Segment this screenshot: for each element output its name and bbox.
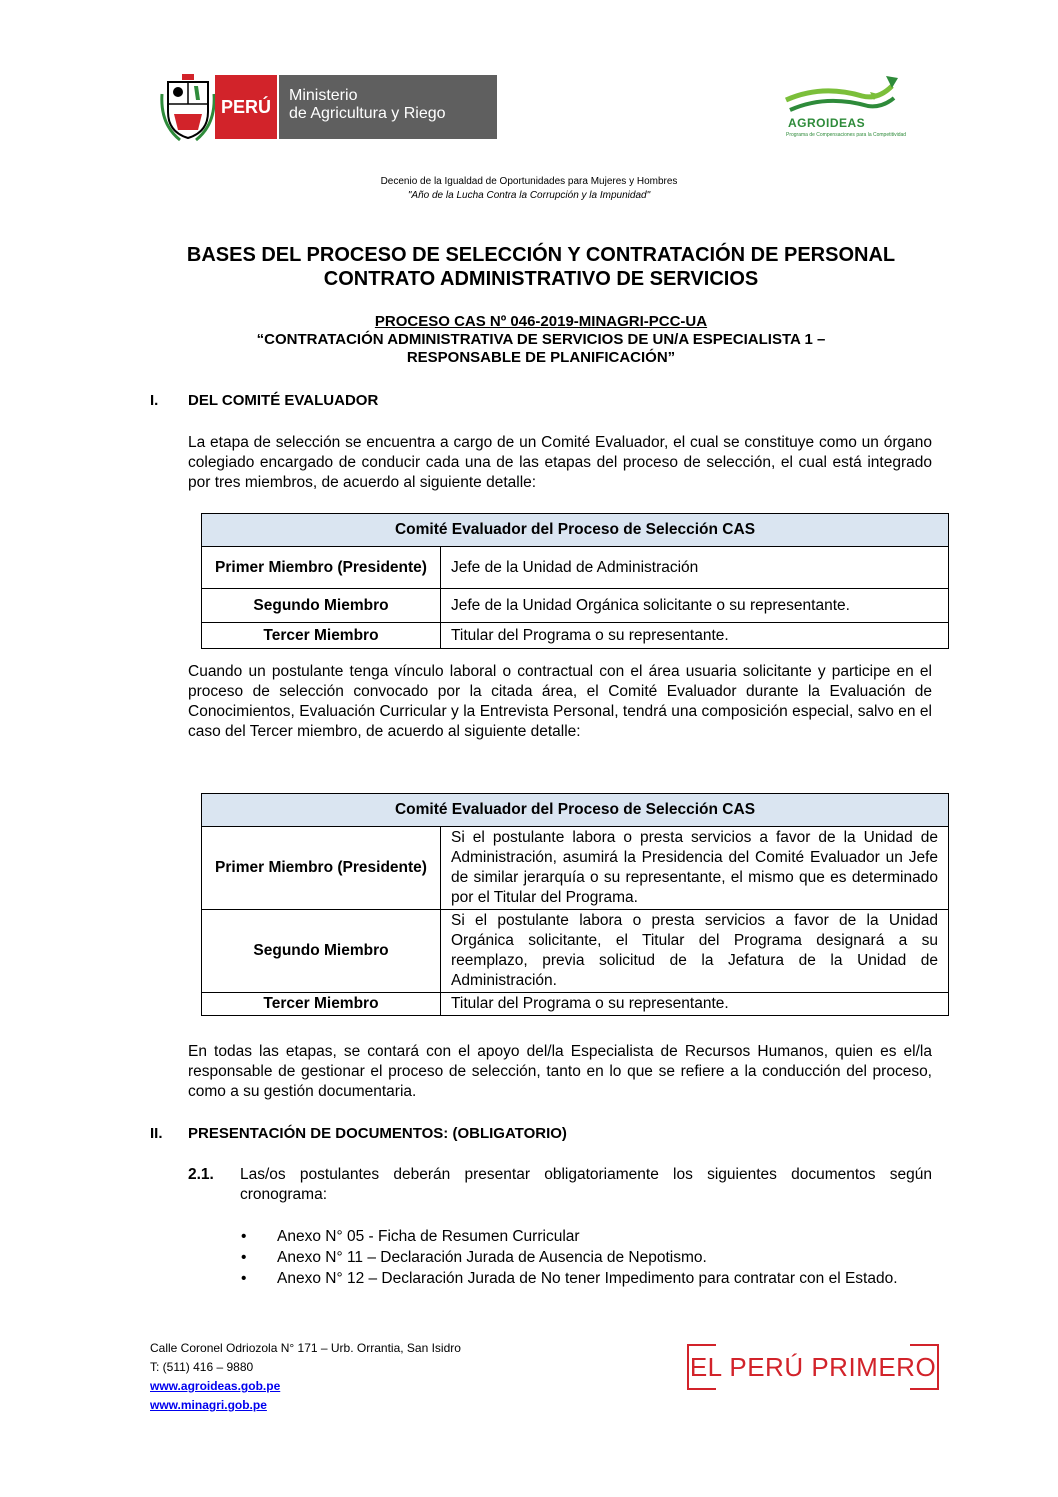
committee-table-1 [201, 513, 949, 649]
document-title [0, 243, 1058, 291]
committee-table-2 [201, 793, 949, 1016]
table-row [202, 910, 949, 993]
table-row [202, 623, 949, 649]
process-line-3: RESPONSABLE DE PLANIFICACIÓN” [406, 349, 676, 366]
section-1-heading [150, 392, 378, 409]
anio-text: "Año de la Lucha Contra la Corrupción y la Impunidad" [407, 190, 651, 201]
section-1-paragraph-3: En todas las etapas, se contará con el apoyo del/la Especialista de Recursos Humanos, quien es el/la responsable de gestionar el proceso de selección, tanto en lo que se refiere a la conducción del proceso, como a su gestión documentaria. [188, 1043, 932, 1100]
section-1-title: DEL COMITÉ EVALUADOR [188, 392, 379, 409]
title-line-1: BASES DEL PROCESO DE SELECCIÓN Y CONTRATACIÓN DE PERSONAL [186, 244, 896, 266]
section-1-paragraph-2: Cuando un postulante tenga vínculo laboral o contractual con el área usuaria solicitante y participe en el proceso de selección convocado por la citada área, el Comité Evaluador durante la Evaluación de Conocimientos, Evaluación Curricular y la Entrevista Personal, tendrá una composición especial, salvo en el caso del Tercer miembro, de acuerdo al siguiente detalle: [188, 663, 932, 740]
subsection-number: 2.1. [188, 1166, 214, 1183]
subsection-2-1 [188, 1165, 932, 1205]
el-peru-primero-logo [686, 1343, 940, 1391]
minagri-link[interactable]: www.minagri.gob.pe [150, 1398, 267, 1412]
subsection-text: Las/os postulantes deberán presentar obligatoriamente los siguientes documentos según cronograma: [240, 1166, 932, 1203]
table-desc: Jefe de la Unidad Orgánica solicitante o su representante. [441, 589, 949, 623]
agroideas-name: AGROIDEAS [788, 116, 866, 130]
decenio-text: Decenio de la Igualdad de Oportunidades para Mujeres y Hombres [380, 176, 678, 187]
list-item: • Anexo N° 12 – Declaración Jurada de No tener Impedimento para contratar con el Estado. [241, 1268, 933, 1289]
footer-contact [150, 1339, 461, 1415]
section-1-number: I. [150, 392, 159, 409]
peru-label: PERÚ [215, 75, 277, 139]
table-1-header: Comité Evaluador del Proceso de Selección CAS [202, 514, 949, 547]
table-role: Primer Miembro (Presidente) [202, 547, 441, 589]
section-1-intro: La etapa de selección se encuentra a cargo de un Comité Evaluador, el cual se constituye como un órgano colegiado encargado de conducir cada una de las etapas del proceso de selección, el cual está integrado por tres miembros, de acuerdo al siguiente detalle: [188, 434, 932, 491]
table-row [202, 993, 949, 1016]
table-row [202, 589, 949, 623]
ministry-line-1: Ministerio [289, 87, 358, 104]
section-2-number: II. [150, 1125, 163, 1142]
table-desc: Si el postulante labora o presta servicios a favor de la Unidad de Administración, asumirá la Presidencia del Comité Evaluador un Jefe de similar jerarquía o su representante, el mismo que es determinado por el Titular del Programa. [441, 827, 949, 910]
table-role: Primer Miembro (Presidente) [202, 827, 441, 910]
ministry-label [279, 75, 497, 139]
process-heading [0, 313, 1058, 367]
table-role: Tercer Miembro [202, 623, 441, 649]
footer-phone: T: (511) 416 – 9880 [150, 1360, 254, 1374]
table-row [202, 827, 949, 910]
process-line-2: “CONTRATACIÓN ADMINISTRATIVA DE SERVICIOS DE UN/A ESPECIALISTA 1 – [256, 331, 826, 348]
section-2-title: PRESENTACIÓN DE DOCUMENTOS: (OBLIGATORIO) [188, 1125, 567, 1142]
list-item: • Anexo N° 05 - Ficha de Resumen Curricular [241, 1226, 933, 1247]
table-desc: Si el postulante labora o presta servicios a favor de la Unidad Orgánica solicitante, el Titular del Programa designará a su reemplazo, previa solicitud de la Jefatura de la Unidad de Administración. [441, 910, 949, 993]
table-role: Segundo Miembro [202, 910, 441, 993]
list-item: • Anexo N° 11 – Declaración Jurada de Ausencia de Nepotismo. [241, 1247, 933, 1268]
table-role: Segundo Miembro [202, 589, 441, 623]
document-list [241, 1226, 933, 1289]
agroideas-subtitle: Programa de Compensaciones para la Competitividad [786, 132, 907, 138]
table-2-header: Comité Evaluador del Proceso de Selección CAS [202, 794, 949, 827]
agroideas-link[interactable]: www.agroideas.gob.pe [150, 1379, 281, 1393]
process-code: PROCESO CAS Nº 046-2019-MINAGRI-PCC-UA [374, 313, 708, 330]
section-2-heading [150, 1125, 567, 1142]
peru-coat-of-arms-icon [160, 74, 216, 142]
ministry-line-2: de Agricultura y Riego [289, 105, 446, 122]
table-desc: Titular del Programa o su representante. [441, 623, 949, 649]
title-line-2: CONTRATO ADMINISTRATIVO DE SERVICIOS [323, 268, 759, 290]
footer-address: Calle Coronel Odriozola N° 171 – Urb. Orrantia, San Isidro [150, 1341, 461, 1355]
table-row [202, 547, 949, 589]
slogan-text: EL PERÚ PRIMERO [689, 1352, 937, 1382]
table-desc: Jefe de la Unidad de Administración [441, 547, 949, 589]
table-desc: Titular del Programa o su representante. [441, 993, 949, 1016]
table-role: Tercer Miembro [202, 993, 441, 1016]
